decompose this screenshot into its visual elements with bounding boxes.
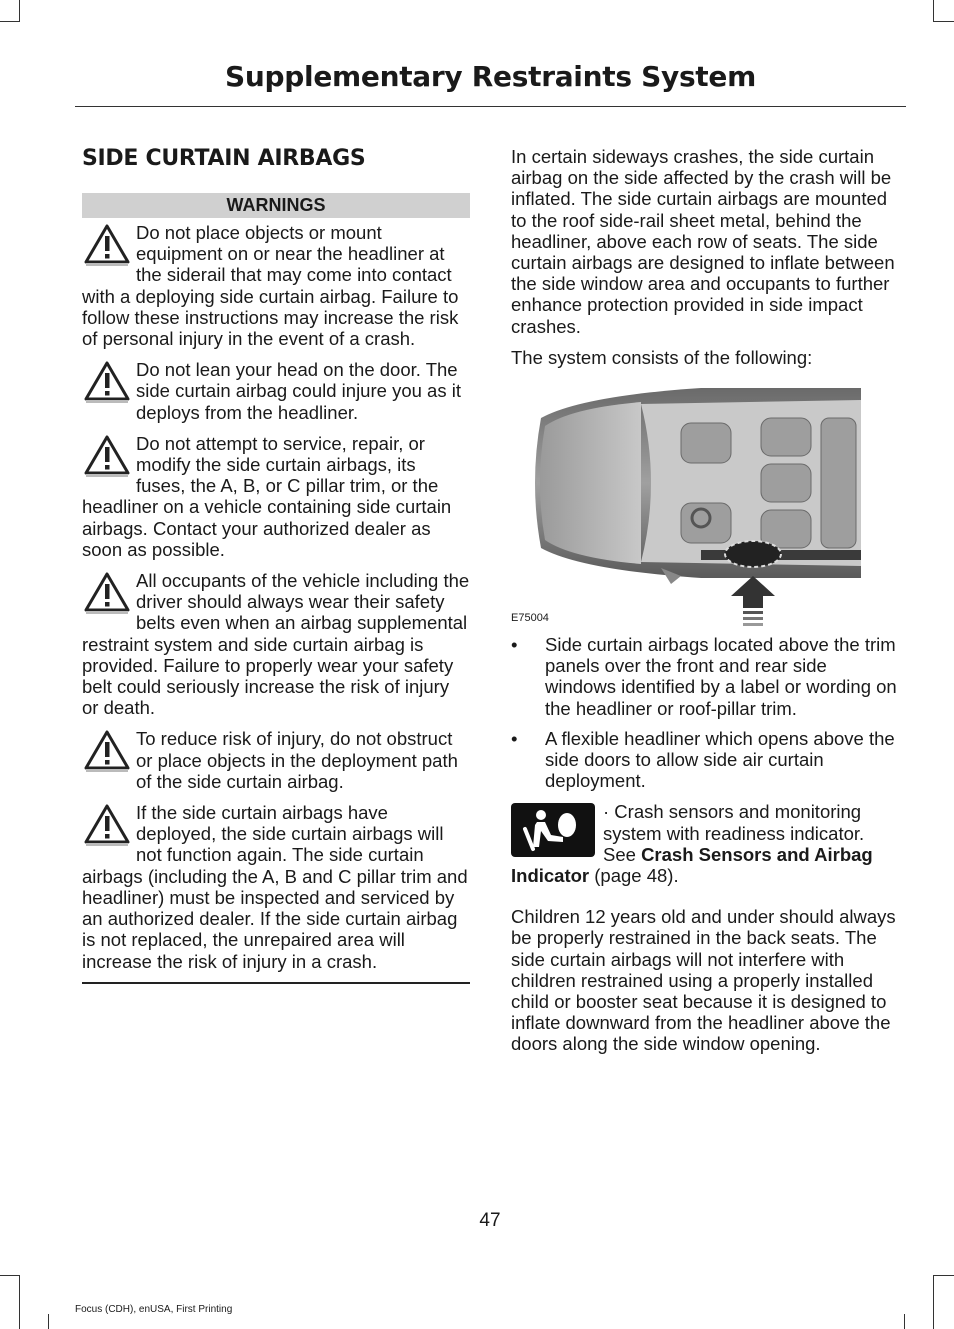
crash-sensors-text: · Crash sensors and monitoring system with readiness indicator. See: [603, 801, 865, 865]
car-top-view-image: [511, 378, 901, 628]
page-header-title: Supplementary Restraints System: [225, 60, 756, 93]
page-number: 47: [479, 1210, 501, 1231]
crop-mark: [904, 1314, 905, 1329]
warning-item: [82, 570, 470, 718]
warning-item: [82, 433, 470, 560]
warnings-closing-rule: [82, 982, 470, 984]
warning-triangle-icon: [82, 433, 132, 479]
system-consists-text: The system consists of the following:: [511, 346, 813, 368]
warnings-list: [82, 222, 470, 972]
right-column: [511, 146, 901, 1065]
bullet-mark: •: [511, 727, 518, 749]
header-rule: [75, 106, 906, 107]
bullet-text: Side curtain airbags located above the trim panels over the front and rear side windows identified by a label or wording on the headliner or roof-pillar trim.: [545, 634, 897, 719]
warning-text: Do not attempt to service, repair, or modify the side curtain airbags, its fuses, the A, B, or C pillar trim, or the headliner on a vehicle containing side curtain airbags. Contact your authorized dealer as soon as possible.: [82, 432, 452, 560]
crash-sensors-link[interactable]: Crash Sensors and Airbag Indicator: [511, 843, 873, 887]
warning-triangle-icon: [82, 570, 132, 616]
figure-id: E75004: [511, 612, 549, 625]
crash-sensors-page-ref: (page 48).: [589, 865, 679, 887]
crop-mark: [0, 21, 20, 22]
warning-triangle-icon: [82, 359, 132, 405]
bullet-text: A flexible headliner which opens above the side doors to allow side air curtain deployment.: [545, 727, 895, 792]
warning-triangle-icon: [82, 802, 132, 848]
warning-text: If the side curtain airbags have deployed, the side curtain airbags will not function again. The side curtain airbags (including the A, B and C pillar trim and headliner) must be inspected and serviced by an authorized dealer. If the side curtain airbag is not replaced, the unrepaired area will increase the risk of injury in a crash.: [82, 802, 468, 972]
airbag-indicator-icon: [511, 803, 595, 857]
list-item: [511, 634, 901, 719]
crop-mark: [933, 0, 934, 22]
children-paragraph: Children 12 years old and under should always be properly restrained in the back seats. The side curtain airbags will not interfere with children restrained using a properly installed child or booster seat because it is designed to inflate downward from the headliner above the doors along the side window opening.: [511, 906, 896, 1055]
vehicle-airbag-illustration: [511, 378, 901, 628]
warning-item: [82, 802, 470, 972]
warning-triangle-icon: [82, 728, 132, 774]
left-column: [82, 146, 470, 984]
crop-mark: [933, 21, 954, 22]
system-components-list: [511, 634, 901, 791]
warning-item: [82, 728, 470, 792]
section-title: SIDE CURTAIN AIRBAGS: [82, 146, 366, 171]
list-item: [511, 728, 901, 792]
crash-sensors-item: [511, 801, 901, 886]
bullet-mark: •: [511, 634, 518, 656]
crop-mark: [48, 1314, 49, 1329]
warning-text: To reduce risk of injury, do not obstruct or place objects in the deployment path of the side curtain airbag.: [136, 728, 458, 792]
warning-text: All occupants of the vehicle including the driver should always wear their safety belts even when an airbag supplemental restraint system and side curtain airbag is provided. Failure to properly wear your safety belt could seriously increase the risk of injury or death.: [82, 570, 470, 719]
intro-paragraph: In certain sideways crashes, the side curtain airbag on the side affected by the crash will be inflated. The side curtain airbags are mounted to the roof side-rail sheet metal, behind the headliner, above each row of seats. The side curtain airbags are designed to inflate between the side window area and occupants to further enhance protection provided in side impact crashes.: [511, 146, 895, 337]
footer-text: Focus (CDH), enUSA, First Printing: [75, 1304, 233, 1315]
warning-text: Do not place objects or mount equipment on or near the headliner at the siderail that may come into contact with a deploying side curtain airbag. Failure to follow these instructions may increase the risk of personal injury in the event of a crash.: [82, 222, 459, 350]
warning-item: [82, 359, 470, 423]
warning-item: [82, 222, 470, 349]
crop-mark: [933, 1275, 934, 1329]
crop-mark: [933, 1275, 954, 1276]
warning-triangle-icon: [82, 222, 132, 268]
crop-mark: [19, 1275, 20, 1329]
warning-text: Do not lean your head on the door. The side curtain airbag could injure you as it deploys from the headliner.: [136, 359, 461, 423]
crop-mark: [0, 1275, 20, 1276]
warnings-header: WARNINGS: [82, 193, 470, 218]
crop-mark: [19, 0, 20, 22]
